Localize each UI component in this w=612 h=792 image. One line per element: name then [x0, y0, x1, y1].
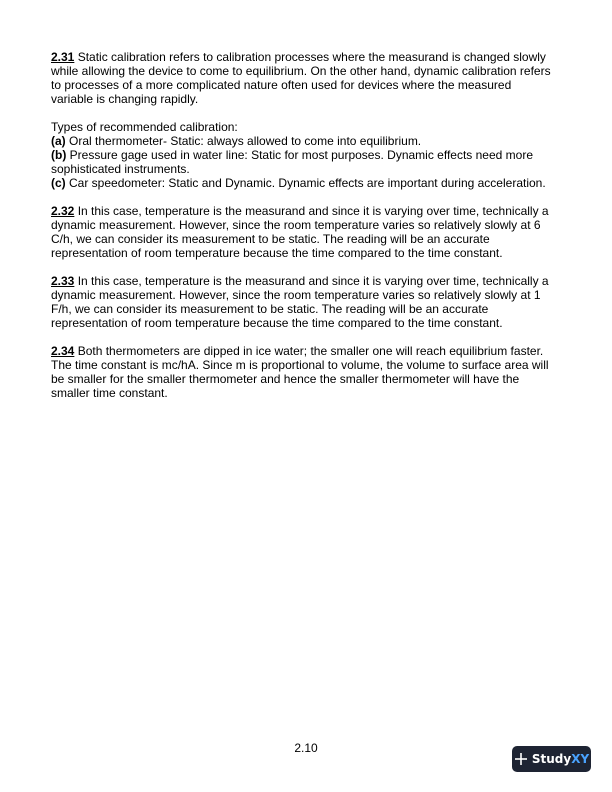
- calibration-item-c: [51, 176, 556, 190]
- document-body: [51, 50, 556, 414]
- studyxy-badge[interactable]: [512, 746, 591, 772]
- brand-main: Study: [531, 752, 572, 766]
- item-label: (a): [51, 134, 66, 148]
- item-text: Pressure gage used in water line: Static for most purposes. Dynamic effects need more sophisticated instruments.: [51, 148, 533, 176]
- problem-2-34: [51, 344, 556, 400]
- problem-text: Both thermometers are dipped in ice water; the smaller one will reach equilibrium faster. The time constant is mc/hA. Since m is proportional to volume, the volume to surface area will be smaller for the smaller thermometer and hence the smaller thermometer will have the smaller time constant.: [51, 344, 549, 400]
- item-label: (c): [51, 176, 66, 190]
- calibration-heading: Types of recommended calibration:: [51, 120, 238, 134]
- problem-2-33: [51, 274, 556, 330]
- problem-number: 2.34: [51, 344, 75, 358]
- problem-text: In this case, temperature is the measurand and since it is varying over time, technically a dynamic measurement. However, since the room temperature varies so relatively slowly at 6 C/h, we can consider its measurement to be static. The reading will be an accurate representation of room temperature because the time compared to the time constant.: [51, 204, 549, 260]
- page-number: 2.10: [294, 741, 318, 755]
- problem-number: 2.33: [51, 274, 75, 288]
- item-text: Oral thermometer- Static: always allowed to come into equilibrium.: [65, 134, 422, 148]
- problem-text: Static calibration refers to calibration processes where the measurand is changed slowly while allowing the device to come to equilibrium. On the other hand, dynamic calibration refers to processes of a more complicated nature often used for devices where the measured variable is changing rapidly.: [51, 50, 551, 106]
- calibration-item-b: [51, 148, 556, 176]
- problem-2-32: [51, 204, 556, 260]
- problem-text: In this case, temperature is the measurand and since it is varying over time, technically a dynamic measurement. However, since the room temperature varies so relatively slowly at 1 F/h, we can consider its measurement to be static. The reading will be an accurate representation of room temperature because the time compared to the time constant.: [51, 274, 549, 330]
- problem-2-31: [51, 50, 556, 106]
- item-label: (b): [51, 148, 67, 162]
- problem-number: 2.31: [51, 50, 75, 64]
- plus-icon: [514, 752, 528, 766]
- item-text: Car speedometer: Static and Dynamic. Dynamic effects are important during acceleration.: [65, 176, 546, 190]
- brand-accent: XY: [571, 752, 590, 766]
- brand-name: [532, 752, 589, 766]
- problem-number: 2.32: [51, 204, 75, 218]
- calibration-item-a: [51, 134, 556, 148]
